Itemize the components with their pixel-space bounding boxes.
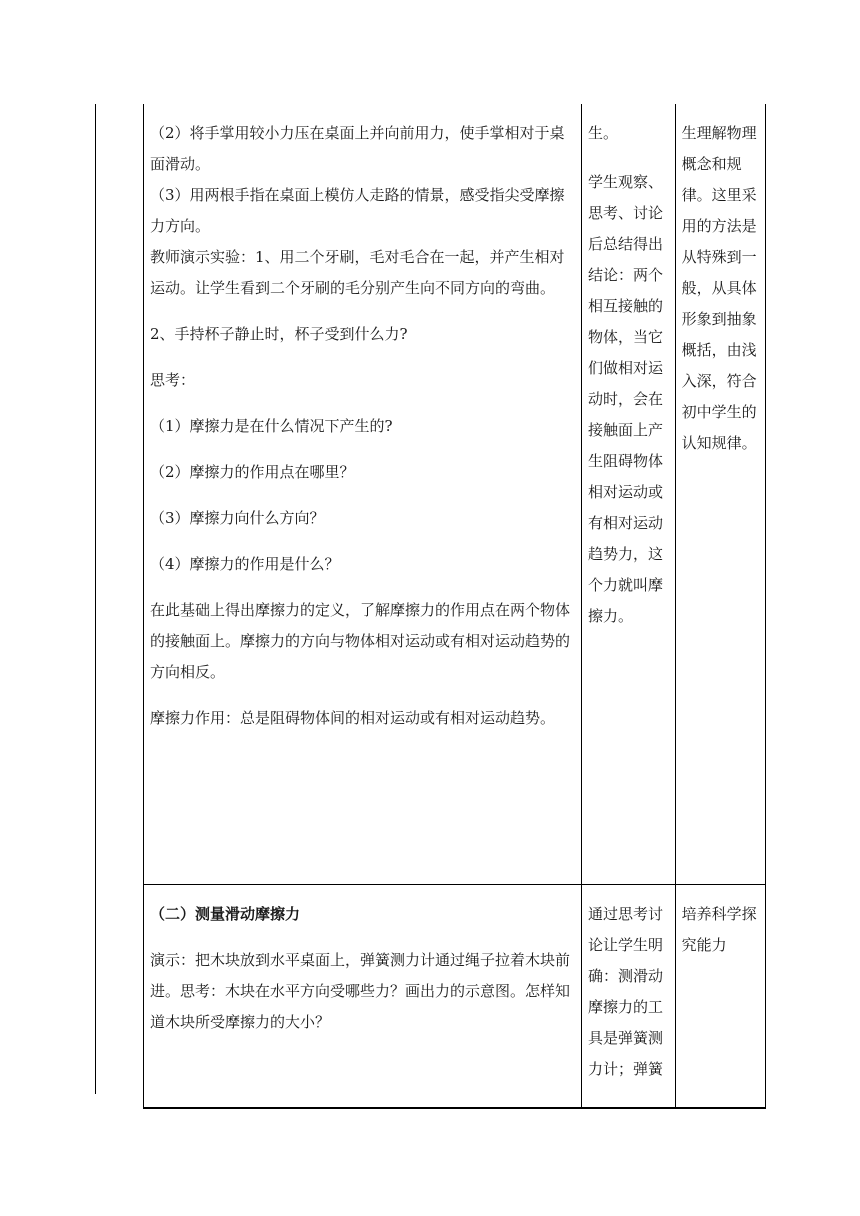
section-heading: （二）测量滑动摩擦力 bbox=[150, 905, 301, 923]
paragraph: （4）摩擦力的作用是什么？ bbox=[150, 555, 340, 573]
paragraph: （3）用两根手指在桌面上模仿人走路的情景，感受指尖受摩擦力方向。 bbox=[150, 186, 565, 235]
paragraph: 生理解物理概念和规律。这里采用的方法是从特殊到一般，从具体形象到抽象概括，由浅入深，符合初中学生的认知规律。 bbox=[681, 124, 757, 452]
paragraph: 在此基础上得出摩擦力的定义，了解摩擦力的作用点在两个物体的接触面上。摩擦力的方向与物体相对运动或有相对运动趋势的方向相反。 bbox=[150, 601, 571, 681]
paragraph: （1）摩擦力是在什么情况下产生的? bbox=[150, 417, 393, 435]
paragraph: 演示：把木块放到水平桌面上，弹簧测力计通过绳子拉着木块前进。思考：木块在水平方向受哪些力？画出力的示意图。怎样知道木块所受摩擦力的大小？ bbox=[150, 951, 571, 1031]
teacher-activity-cell bbox=[144, 104, 582, 885]
paragraph: （3）摩擦力向什么方向？ bbox=[150, 509, 325, 527]
paragraph: （2）摩擦力的作用点在哪里？ bbox=[150, 463, 355, 481]
lesson-plan-table bbox=[143, 104, 766, 1109]
student-activity-cell bbox=[582, 885, 676, 1109]
student-activity-cell bbox=[582, 104, 676, 885]
paragraph: 摩擦力作用：总是阻碍物体间的相对运动或有相对运动趋势。 bbox=[150, 709, 556, 727]
paragraph: 教师演示实验：1、用二个牙刷，毛对毛合在一起，并产生相对运动。让学生看到二个牙刷的毛分别产生向不同方向的弯曲。 bbox=[150, 248, 565, 297]
paragraph: 学生观察、思考、讨论后总结得出结论：两个相互接触的物体，当它们做相对运动时，会在接触面上产生阻碍物体相对运动或有相对运动趋势力，这个力就叫摩擦力。 bbox=[588, 173, 664, 625]
paragraph: 2、手持杯子静止时，杯子受到什么力? bbox=[150, 325, 408, 343]
paragraph: 通过思考讨论让学生明确：测滑动摩擦力的工具是弹簧测力计；弹簧 bbox=[588, 905, 664, 1078]
paragraph: 培养科学探究能力 bbox=[681, 905, 757, 954]
table-row bbox=[144, 104, 766, 885]
paragraph: （2）将手掌用较小力压在桌面上并向前用力，使手掌相对于桌面滑动。 bbox=[150, 124, 565, 173]
design-intent-cell bbox=[675, 885, 765, 1109]
paragraph: 生。 bbox=[588, 124, 619, 142]
design-intent-cell bbox=[675, 104, 765, 885]
page-margin-line bbox=[95, 104, 96, 1094]
table-row bbox=[144, 885, 766, 1109]
teacher-activity-cell bbox=[144, 885, 582, 1109]
paragraph: 思考： bbox=[150, 371, 196, 389]
